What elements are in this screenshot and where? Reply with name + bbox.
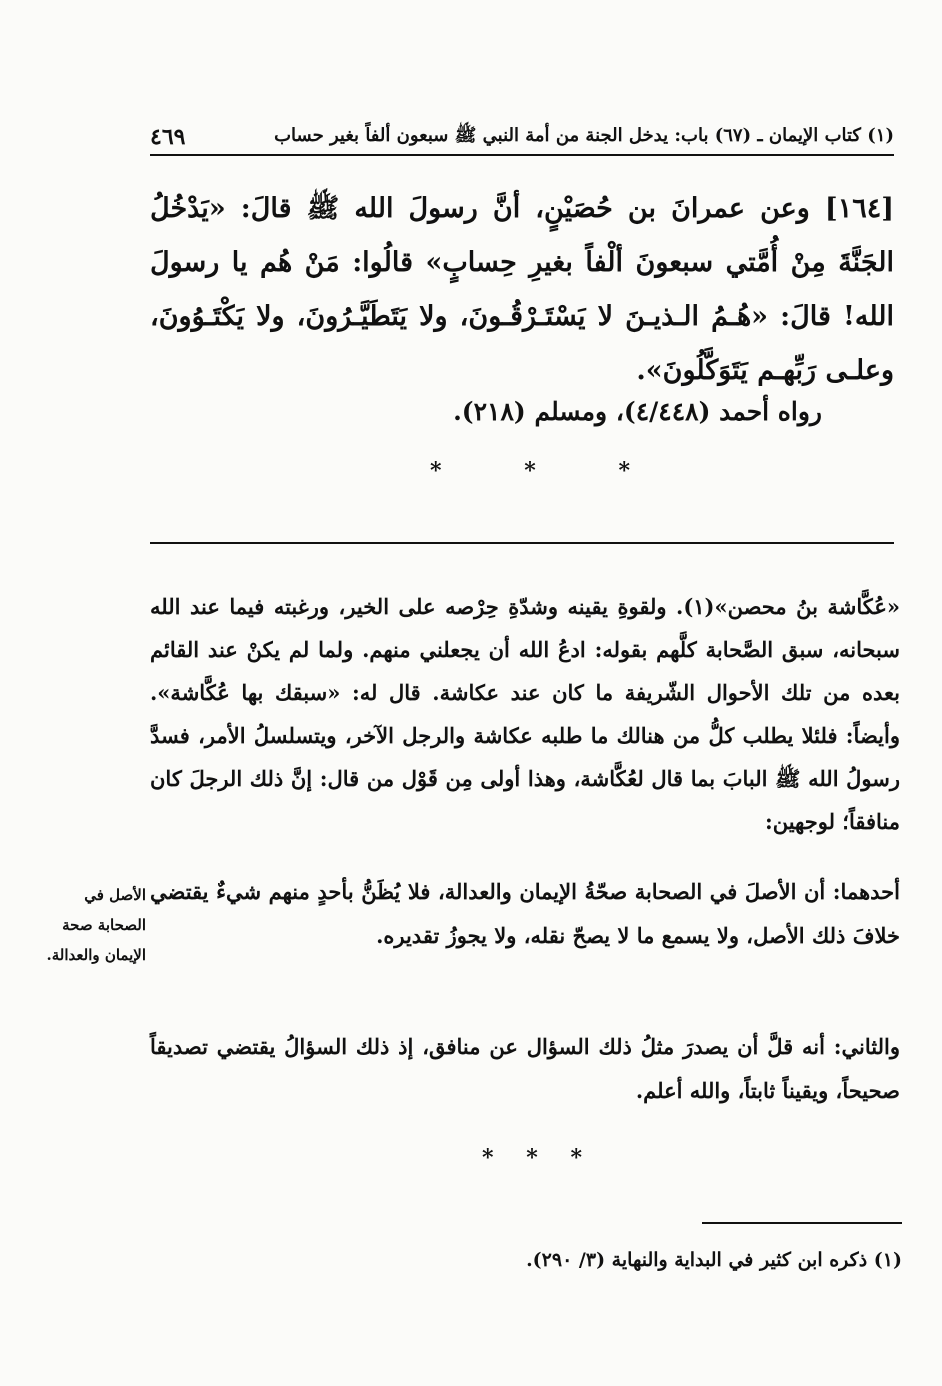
separator-star: * [618, 458, 630, 484]
commentary-point-one: أحدهما: أن الأصلَ في الصحابة صحّةُ الإيمان والعدالة، فلا يُظَنُّ بأحدٍ منهم شيءٌ يقتضي خلافَ ذلك الأصل، ولا يسمع ما لا يصحّ نقله، ولا يجوزُ تقديره. [150, 879, 900, 948]
separator-star: * [524, 458, 536, 484]
section-separator [430, 458, 630, 484]
separator-star: * [526, 1145, 538, 1171]
hadith-text: [١٦٤] وعن عمرانَ بن حُصَيْنٍ، أنَّ رسولَ الله ﷺ قالَ: «يَدْخُلُ الجَنَّةَ مِنْ أُمَّتي سبعونَ ألْفاً بغيرِ حِسابٍ» قالُوا: مَنْ هُم يا رسولَ الله! قالَ: «هُـمُ الـذيـنَ لا يَسْتَـرْقُـونَ، ولا يَتَطَيَّـرُونَ، ولا يَكْتَـوُونَ، وعلـى رَبِّهـم يَتَوَكَّلُونَ». [150, 193, 894, 386]
commentary-point-two: والثاني: أنه قلَّ أن يصدرَ مثلُ ذلك السؤال عن منافق، إذ ذلك السؤالُ يقتضي تصديقاً صحيحاً، ويقيناً ثابتاً، والله أعلم. [150, 1034, 900, 1103]
commentary-paragraph: «عُكَّاشة بنُ محصن»(١). ولقوةِ يقينه وشدّةِ حِرْصه على الخير، ورغبته فيما عند الله سبحانه، سبق الصَّحابة كلَّهم بقوله: ادعُ الله أن يجعلني منهم. ولما لم يكنْ عند القائم بعده من تلك الأحوال الشّريفة ما كان عند عكاشة. قال له: «سبقك بها عُكَّاشة». وأيضاً: فلئلا يطلب كلُّ من هنالك ما طلبه عكاشة والرجل الآخر، ويتسلسلُ الأمر، فسدَّ رسولُ الله ﷺ البابَ بما قال لعُكَّاشة، وهذا أولى مِن قَوْل من قال: إنَّ ذلك الرجلَ كان منافقاً؛ لوجهين: [150, 594, 900, 834]
separator-star: * [430, 458, 442, 484]
separator-star: * [482, 1145, 494, 1171]
page-header [150, 118, 894, 156]
separator-star: * [570, 1145, 582, 1171]
footnote: (١) ذكره ابن كثير في البداية والنهاية (٣/ ٢٩٠). [526, 1249, 902, 1271]
page-number: ٤٦٩ [150, 124, 186, 150]
margin-note: الأصل في الصحابة صحة الإيمان والعدالة. [46, 886, 146, 964]
page-divider [150, 542, 894, 544]
section-separator [482, 1145, 582, 1171]
footnote-divider [702, 1222, 902, 1224]
running-title: (١) كتاب الإيمان ـ (٦٧) باب: يدخل الجنة من أمة النبي ﷺ سبعون ألفاً بغير حساب [274, 125, 894, 146]
hadith-source: رواه أحمد (٤/٤٤٨)، ومسلم (٢١٨). [453, 397, 822, 426]
